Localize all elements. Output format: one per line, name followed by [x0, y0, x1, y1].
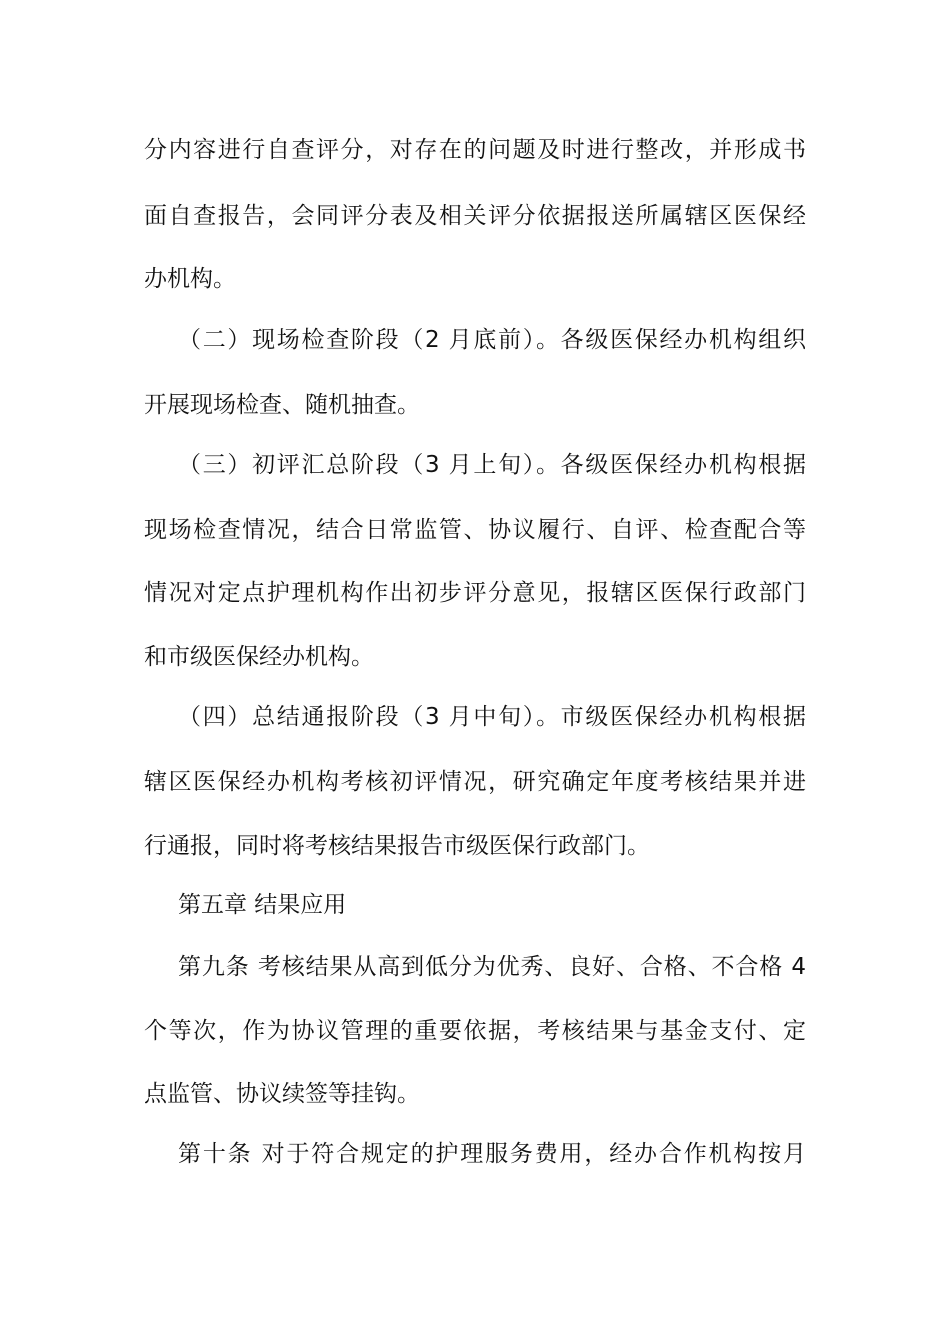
text-line: 开展现场检查、随机抽查。 — [144, 392, 420, 418]
text-line: 情况对定点护理机构作出初步评分意见，报辖区医保行政部门 — [144, 580, 806, 606]
section-heading-2: （二）现场检查阶段（2 月底前）。各级医保经办机构组织 — [178, 327, 806, 353]
text-line: 现场检查情况，结合日常监管、协议履行、自评、检查配合等 — [144, 517, 806, 543]
text-line: 面自查报告，会同评分表及相关评分依据报送所属辖区医保经 — [144, 203, 806, 229]
article-10: 第十条 对于符合规定的护理服务费用，经办合作机构按月 — [178, 1141, 806, 1167]
text-line: 个等次，作为协议管理的重要依据，考核结果与基金支付、定 — [144, 1018, 806, 1044]
text-line: 和市级医保经办机构。 — [144, 644, 374, 670]
text-line: 行通报，同时将考核结果报告市级医保行政部门。 — [144, 833, 650, 859]
section-heading-4: （四）总结通报阶段（3 月中旬）。市级医保经办机构根据 — [178, 704, 806, 730]
text-line: 辖区医保经办机构考核初评情况，研究确定年度考核结果并进 — [144, 769, 806, 795]
chapter-title: 第五章 结果应用 — [178, 892, 347, 918]
article-9: 第九条 考核结果从高到低分为优秀、良好、合格、不合格 4 — [178, 954, 806, 980]
text-line: 分内容进行自查评分，对存在的问题及时进行整改，并形成书 — [144, 137, 806, 163]
section-heading-3: （三）初评汇总阶段（3 月上旬）。各级医保经办机构根据 — [178, 452, 806, 478]
text-line: 点监管、协议续签等挂钩。 — [144, 1081, 420, 1107]
text-line: 办机构。 — [144, 266, 236, 292]
